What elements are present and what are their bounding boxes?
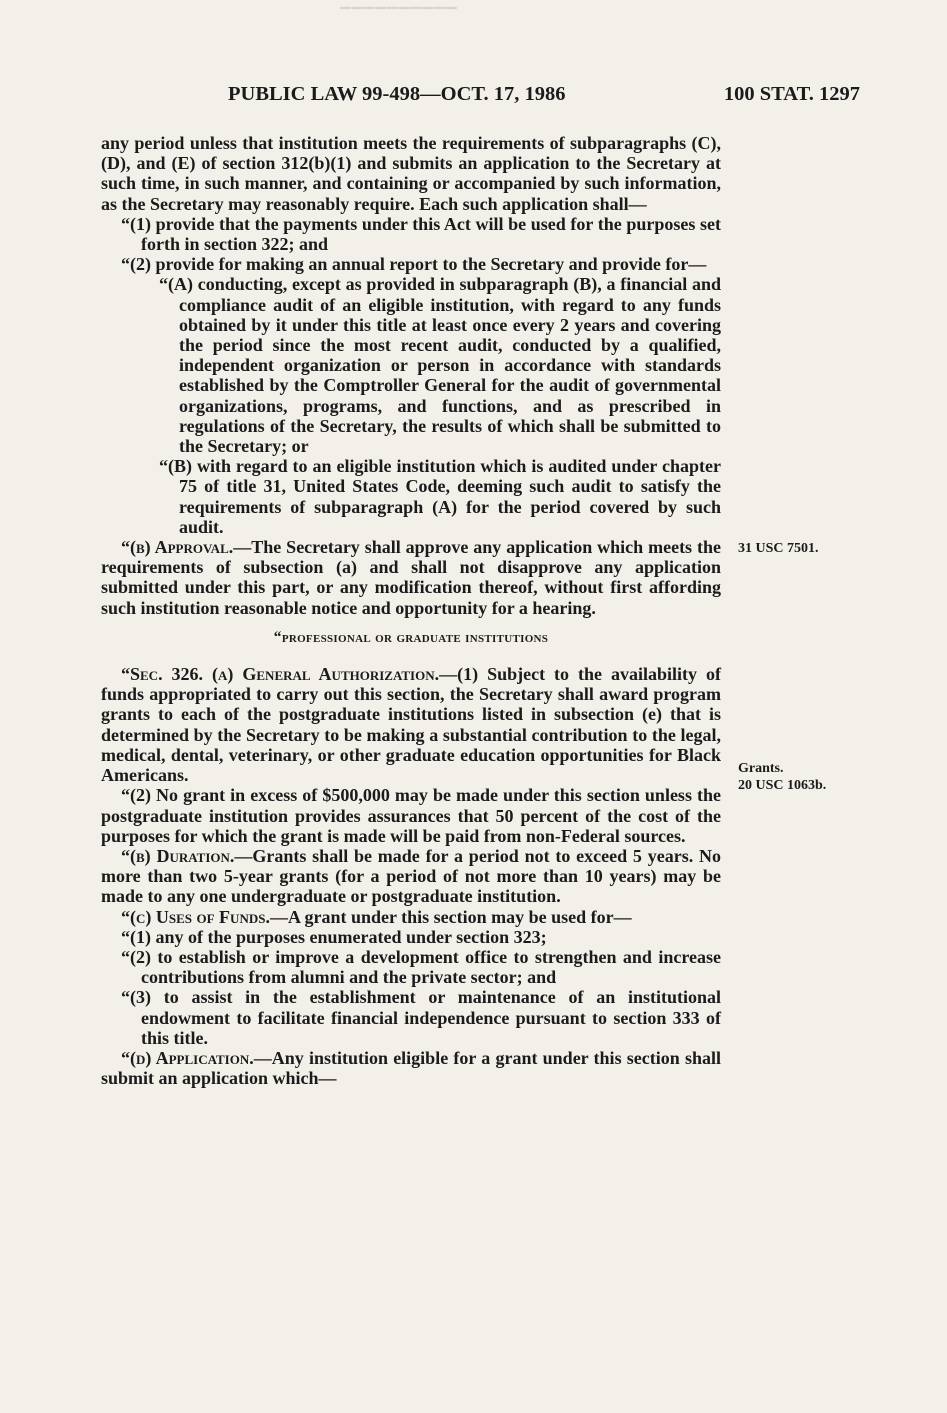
sec-326-text: —(1) Subject to the availability of funds appropriated to carry out this section, the Secretary shall award program grants to each of the postgraduate institutions listed in subsection (e) that is determined by the Secretary to be making a substantial contribution to the legal, medical, dental, veterinary, or other graduate education opportunities for Black Americans. xyxy=(101,664,721,786)
paragraph-c3: “(3) to assist in the establishment or maintenance of an institutional endowment to facilitate financial independence pursuant to section 333 of this title. xyxy=(121,987,721,1048)
application-label: “(d) Application. xyxy=(121,1047,254,1068)
margin-note-usc-1063b: 20 USC 1063b. xyxy=(738,778,827,793)
page-title: PUBLIC LAW 99-498—OCT. 17, 1986 xyxy=(228,83,566,105)
body-text xyxy=(101,133,721,1088)
approval-label: “(b) Approval. xyxy=(121,537,234,558)
sec-326-lead: “Sec. 326. (a) General Authorization. xyxy=(121,664,440,685)
paragraph-item-2: “(2) provide for making an annual report to the Secretary and provide for— xyxy=(121,254,707,275)
margin-note-grants: Grants. xyxy=(738,761,784,776)
paragraph-c1: “(1) any of the purposes enumerated under section 323; xyxy=(121,926,547,947)
paragraph-continuation: any period unless that institution meets the requirements of subparagraphs (C), (D), and (E) of section 312(b)(1) and submits an application to the Secretary at such time, in such manner, and containing or accompanied by such information, as the Secretary may reasonably require. Each such application shall— xyxy=(101,133,721,214)
paragraph-item-2b: “(B) with regard to an eligible institution which is audited under chapter 75 of title 31, United States Code, deeming such audit to satisfy the requirements of subparagraph (A) for the period covered by such audit. xyxy=(159,456,721,537)
uses-text: —A grant under this section may be used for— xyxy=(269,906,632,927)
paragraph-duration xyxy=(101,846,721,907)
paragraph-sec-326 xyxy=(101,664,721,785)
section-heading: “professional or graduate institutions xyxy=(273,628,549,646)
approval-text: —The Secretary shall approve any application which meets the requirements of subsection (a) and shall not disapprove any application submitted under this part, or any modification thereof, without first affording such institution reasonable notice and opportunity for a hearing. xyxy=(101,537,721,618)
uses-label: “(c) Uses of Funds. xyxy=(121,906,270,927)
paragraph-c2: “(2) to establish or improve a development office to strengthen and increase contributions from alumni and the private sector; and xyxy=(121,946,721,988)
application-text: —Any institution eligible for a grant under this section shall submit an application which— xyxy=(101,1047,721,1089)
paragraph-application xyxy=(101,1048,721,1088)
bleed-through-text: ▔▔▔▔▔▔▔▔▔▔ xyxy=(340,9,458,24)
paragraph-a2: “(2) No grant in excess of $500,000 may be made under this section unless the postgraduate institution provides assurances that 50 percent of the cost of the purposes for which the grant is made will be paid from non-Federal sources. xyxy=(101,785,721,846)
paragraph-item-1: “(1) provide that the payments under this Act will be used for the purposes set forth in section 322; and xyxy=(121,213,721,255)
paragraph-approval xyxy=(101,537,721,618)
margin-note-usc-7501: 31 USC 7501. xyxy=(738,541,819,556)
page-number: 100 STAT. 1297 xyxy=(723,83,860,105)
duration-label: “(b) Duration. xyxy=(121,845,235,866)
duration-text: —Grants shall be made for a period not to exceed 5 years. No more than two 5-year grants (for a period of not more than 10 years) may be made to any one undergraduate or postgraduate institution. xyxy=(101,845,722,907)
paragraph-item-2a: “(A) conducting, except as provided in subparagraph (B), a financial and compliance audit of an eligible institution, with regard to any funds obtained by it under this title at least once every 2 years and covering the period since the most recent audit, conducted by a qualified, independent organization or person in accordance with standards established by the Comptroller General for the audit of governmental organizations, programs, and functions, and as prescribed in regulations of the Secretary, the results of which shall be submitted to the Secretary; or xyxy=(159,274,721,457)
paragraph-uses-of-funds xyxy=(101,907,721,927)
